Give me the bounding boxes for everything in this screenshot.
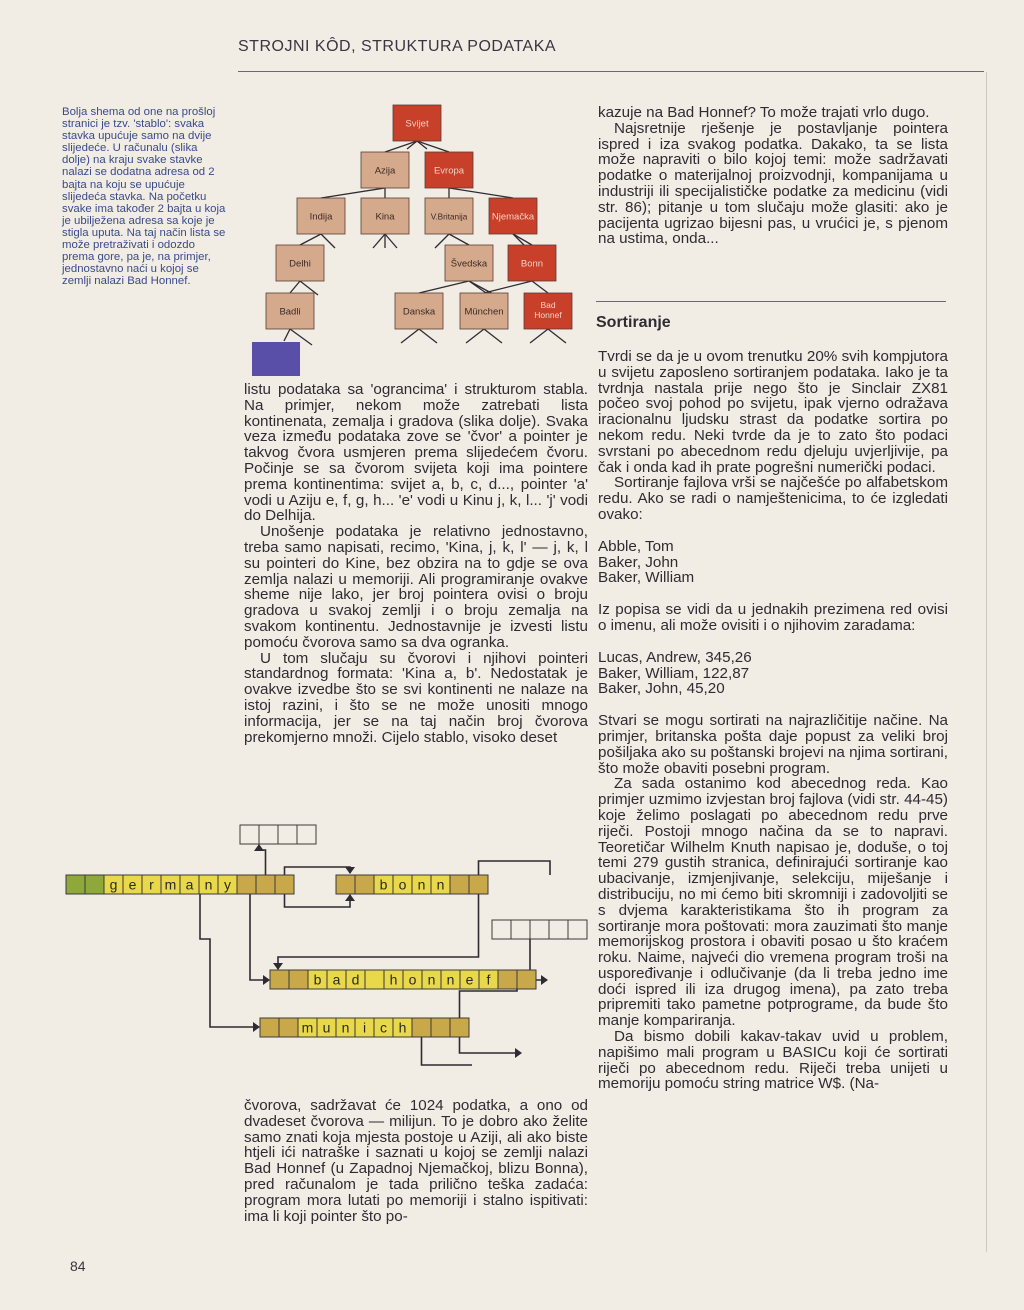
tree-branch-stub [530, 329, 548, 343]
tree-edge [321, 188, 385, 198]
paragraph: Za sada ostanimo kod abecednog reda. Kao primjer uzmimo izvjestan broj fajlova (vidi str. 44-45) koje želimo poslagati po abecednom redu prve riječi. Postoji mnogo načina da se to napravi. Teoretičar Wilhelm Knuth napisao je, doduše, o toj temi 279 gustih stranica, definirajući sortiranje kao ubacivanje, izmjenjivanje, selekciju, miješanje i distribuciju, no mi ćemo biti skromniji i zadovoljiti se s dvjema karakteristikama što ih program za sortiranje mora poštovati: mora zauzimati što manje memorijskog prostora i obaviti posao u što kraćem roku. Naime, najveći dio vremena program troši na uspoređivanje i odlučivanje (da li treba jedno ime doći ispred ili iza drugog imena), pa zato treba pripremiti tako pametne potprograme, da bude što manje kompariranja. [598, 775, 948, 1030]
tree-branch-stub [419, 329, 437, 343]
arrowhead [273, 963, 283, 970]
paragraph: U tom slučaju su čvorovi i njihovi pointeri standardnog formata: 'Kina a, b'. Nedostatak je ovakve izvedbe što se svi kontinenti ne nalaze na istoj razini, i što se ne može unositi mnogo informacija, jer se na taj način broj čvorova prekomjerno množi. Cijelo stablo, visoko deset [244, 649, 588, 746]
tree-edge [417, 141, 449, 152]
tree-node-delhi [276, 245, 324, 281]
memory-letter: u [322, 1019, 331, 1036]
tree-branch-stub [401, 329, 419, 343]
paragraph: Iz popisa se vidi da u jednakih prezimena red ovisi o imenu, ali može ovisiti i o njihovim zaradama: [598, 601, 948, 634]
pointer-link [422, 1037, 473, 1065]
memory-letter: y [224, 876, 231, 893]
pointer-link [460, 1037, 521, 1053]
arrowhead [253, 1022, 260, 1032]
tree-node-label: Evropa [433, 165, 465, 177]
tree-node-label: Honnef [534, 310, 562, 320]
tree-node-label: Delhi [289, 258, 311, 270]
memory-letter: n [427, 971, 436, 988]
arrowhead [345, 894, 355, 901]
tree-edge [300, 234, 321, 245]
list-item: Baker, William [598, 569, 695, 587]
tree-node-azija [361, 152, 409, 188]
pointer-link [460, 989, 518, 1018]
tree-branch-stub [385, 234, 397, 248]
tree-node-label: München [464, 306, 504, 318]
memory-letter: a [332, 971, 341, 988]
memory-letter: f [486, 971, 491, 988]
linked-list-diagram [60, 815, 590, 1085]
paragraph: listu podataka sa 'ograncima' i strukturom stabla. Na primjer, nekom može zatrebati lista kontinenata, zemalja i gradova (slika dolje). Svaka veza između podataka zove se 'čvor' a pointer je takvog čvora usmjeren prema slijedećem čvoru. Počinje se sa čvorom svijeta koji ima pointere prema kontinentima: svijet a, b, c, d..., pointer 'a' vodi u Aziju e, f, g, h... 'e' vodi u Kinu j, k, l... 'j' vodi do Delhija. [244, 381, 588, 525]
tree-edge [290, 281, 300, 293]
paragraph: čvorova, sadržavat će 1024 podatka, a ono od dvadeset čvorova — milijun. To je dobro ako želite samo znati koja mjesta postoje u Aziji, ali ako biste htjeli ići natraške i saznati u kojoj se zemlji nalazi Bad Honnef (u Zapadnoj Njemačkoj, blizu Bonna), pred računalom je tada prilično teška zadaća: program mora lutati po memoriji i stalno ispitivati: ima li koji pointer što po- [244, 1097, 588, 1225]
arrowhead [345, 867, 355, 874]
tree-node-badhonnef [524, 293, 572, 329]
memory-letter: o [408, 971, 417, 988]
memory-letter: b [313, 971, 322, 988]
list-item: Baker, John, 45,20 [598, 680, 725, 698]
tree-node-label: Švedska [450, 258, 488, 270]
arrowhead [263, 975, 270, 985]
memory-letter: n [417, 876, 426, 893]
memory-letter: h [389, 971, 398, 988]
tree-edge [449, 234, 469, 245]
paragraph: Najsretnije rješenje je postavljanje pointera ispred i iza svakog podatka. Dakako, ta se lista može napraviti o bilo kojoj temi: može sadržavati podatke o materijalnoj proizvodnji, kompanijama u industriji ili specijalističke podatke za medicinu (vidi str. 86); pitanje u tom slučaju može glasiti: ako je pacijenta ugrizao bijesni pas, u vrućici je, s pjenom na ustima, onda... [598, 119, 948, 248]
memory-letter: b [379, 876, 388, 893]
memory-record-bonn [336, 875, 488, 894]
memory-letter: d [351, 971, 360, 988]
tree-edge [284, 329, 290, 341]
memory-letter: a [185, 876, 194, 893]
tree-node-label: Svijet [405, 118, 429, 130]
tree-node-label: Azija [374, 165, 396, 177]
tree-edge [385, 141, 417, 152]
tree-branch-stub [373, 234, 385, 248]
tree-node-munchen [460, 293, 508, 329]
tree-leaf-node [252, 342, 300, 376]
tree-node-badli [266, 293, 314, 329]
pointer-link [285, 894, 351, 907]
memory-letter: g [109, 876, 118, 893]
column-right-top [598, 105, 948, 247]
paragraph: Sortiranje fajlova vrši se najčešće po alfabetskom redu. Ako se radi o namještenicima, to će izgledati ovako: [598, 474, 948, 523]
tree-node-label: V.Britanija [430, 212, 468, 222]
page-edge-divider [986, 72, 987, 1252]
memory-letter: c [380, 1019, 387, 1036]
tree-node-vbritanija [425, 198, 473, 234]
tree-edge [449, 188, 513, 198]
tree-branch-stub [548, 329, 566, 343]
list-item: Baker, William, 122,87 [598, 664, 750, 682]
memory-letter: h [398, 1019, 407, 1036]
page-title: STROJNI KÔD, STRUKTURA PODATAKA [238, 38, 557, 55]
tree-node-svijet [393, 105, 441, 141]
paragraph: Da bismo dobili kakav-takav uvid u problem, napišimo mali program u BASICu koji će sortirati riječi po abecednom redu. Riječi treba unijeti u memoriju pomoću string matrice W$. (Na- [598, 1028, 948, 1093]
list-item: Lucas, Andrew, 345,26 [598, 648, 752, 666]
tree-node-label: Danska [402, 306, 436, 318]
tree-node-label: Njemačka [491, 211, 535, 223]
tree-node-njemacka [489, 198, 537, 234]
memory-letter: m [164, 876, 177, 893]
paragraph: kazuje na Bad Honnef? To može trajati vrlo dugo. [598, 104, 930, 121]
arrowhead [541, 975, 548, 985]
pointer-link [285, 867, 351, 875]
memory-letter: n [341, 1019, 350, 1036]
tree-node-label: Indija [309, 211, 333, 223]
tree-edge [532, 281, 548, 293]
list-item: Abble, Tom [598, 537, 674, 555]
memory-letter: r [149, 876, 154, 893]
memory-letter: o [398, 876, 407, 893]
memory-record-badhonnef [270, 970, 536, 989]
memory-letter: i [362, 1019, 367, 1036]
tree-node-evropa [425, 152, 473, 188]
memory-letter: n [446, 971, 455, 988]
memory-letter: m [301, 1019, 314, 1036]
memory-letter: e [465, 971, 474, 988]
address-cells [240, 825, 316, 844]
column-middle-bottom [244, 1098, 588, 1224]
memory-record-germany [66, 875, 294, 894]
memory-letter: n [436, 876, 445, 893]
tree-node-svedska [445, 245, 493, 281]
header-rule [238, 71, 984, 72]
address-cells [492, 920, 587, 939]
pointer-link [278, 894, 479, 969]
pointer-link [250, 894, 268, 980]
section-rule [596, 301, 946, 302]
paragraph: Stvari se mogu sortirati na najrazličitije načine. Na primjer, britanska pošta daje popust za veliki broj pošiljaka ako su poštanski brojevi na njima sortirani, što može obaviti posebni program. [598, 712, 948, 777]
memory-record-munich [260, 1018, 469, 1037]
pointer-link [479, 861, 551, 875]
paragraph: Unošenje podataka je relativno jednostavno, treba samo napisati, recimo, 'Kina, j, k, l' — j, k, l su pointeri do Kine, bez obzira na to gdje se ova zemlja nalazi u memoriji. Ali programiranje ovakve sheme nije lako, jer broj pointera ovisi o broju gradova u svakoj zemlji i o broju zemalja na svakom kontinentu. Jednostavnije je izvesti listu pomoću čvorova samo sa dva ogranka. [244, 523, 588, 651]
arrowhead [254, 844, 264, 851]
paragraph: Tvrdi se da je u ovom trenutku 20% svih kompjutora u svijetu zaposleno sortiranjem podataka. Iako je ta tvrdnja nastala prije nego što je Sinclair ZX81 počeo svoj pohod po svijetu, ipak vjerno odražava iracionalnu ljudsku strast da podatke sortira po nekom redu. Neki tvrde da je to zato što podaci svrstani po abecednom redu djeluju uvjerljivije, pa čak i onda kad ih prate pogrešni numerički podaci. [598, 348, 948, 476]
tree-node-label: Bad [540, 300, 556, 310]
tree-edge [419, 281, 469, 293]
memory-letter: e [128, 876, 137, 893]
figure-caption: Bolja shema od one na prošloj stranici je tzv. 'stablo': svaka stavka upućuje samo na dvije slijedeće. U računalu (slika dolje) na kraju svake stavke nalazi se dodatna adresa od 2 bajta na koju se upućuje slijedeća stavka. Na početku svake ima također 2 bajta u koja je ubilježena adresa sa koje je stigla uputa. Na taj način lista se može pretraživati i odozdo prema gore, pa je, na primjer, jednostavno naći u kojoj se zemlji nalazi Bad Honnef. [62, 106, 226, 288]
tree-branch-stub [484, 329, 502, 343]
column-middle [244, 382, 588, 745]
column-right [598, 349, 948, 1092]
tree-node-label: Kina [375, 211, 395, 223]
tree-node-kina [361, 198, 409, 234]
arrowhead [515, 1048, 522, 1058]
tree-node-bonn [508, 245, 556, 281]
tree-diagram [248, 100, 588, 380]
tree-node-label: Badli [279, 306, 301, 318]
tree-branch-stub [466, 329, 484, 343]
memory-letter: n [204, 876, 213, 893]
tree-edge [484, 281, 532, 293]
section-heading: Sortiranje [596, 314, 671, 331]
tree-node-danska [395, 293, 443, 329]
list-item: Baker, John [598, 553, 679, 571]
tree-node-label: Bonn [520, 258, 544, 270]
tree-node-indija [297, 198, 345, 234]
page-number: 84 [70, 1258, 86, 1274]
